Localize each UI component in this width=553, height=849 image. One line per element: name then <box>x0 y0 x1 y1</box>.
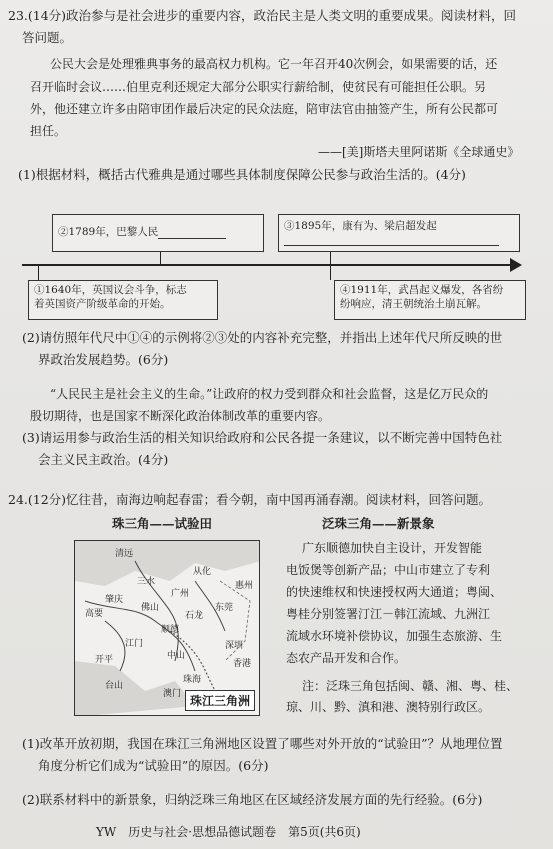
timeline-box-2-text: ②1789年，巴黎人民 <box>58 226 159 238</box>
q23-question3-line1: (3)请运用参与政治生活的相关知识给政府和公民各提一条建议，以不断完善中国特色社 <box>22 430 503 445</box>
map-label-gaoyao: 高要 <box>85 609 104 619</box>
q23-question1: (1)根据材料，概括古代雅典是通过哪些具体制度保障公民参与政治生活的。(4分) <box>18 167 466 182</box>
map-label-qingyuan: 清远 <box>115 549 134 559</box>
map-label-dongguan: 东莞 <box>215 603 234 613</box>
q24-right-title: 泛珠三角——新景象 <box>322 516 435 531</box>
q24-right-line: 的快速维权和快速授权两大通道；粤闽、 <box>286 585 503 599</box>
q23-material-line4: 担任。 <box>30 124 67 138</box>
timeline-box-2 <box>52 214 264 252</box>
timeline-box-3-blank <box>284 233 499 246</box>
timeline-box-1-line2: 着英国资产阶级革命的开始。 <box>34 298 171 310</box>
q24-right-line: 电饭煲等创新产品；中山市建立了专利 <box>286 563 491 577</box>
q24-note-line1: 注：泛珠三角包括闽、赣、湘、粤、桂、 <box>302 679 519 693</box>
timeline-connector-3 <box>330 252 331 264</box>
map-label-zhaoqing: 肇庆 <box>105 595 124 605</box>
map-title: 珠江三角洲 <box>185 690 255 711</box>
map-label-shunde: 顺德 <box>161 625 180 635</box>
timeline-box-4 <box>334 280 526 320</box>
map-label-macau: 澳门 <box>163 689 182 699</box>
q23-material2-line1: “人民民主是社会主义的生命。”让政府的权力受到群众和社会监督，这是亿万民众的 <box>50 387 489 401</box>
q23-material-line1: 公民大会是处理雅典事务的最高权力机构。它一年召开40次例会，如果需要的话，还 <box>50 57 498 71</box>
q24-question2: (2)联系材料中的新景象，归纳泛珠三角地区在区域经济发展方面的先行经验。(6分) <box>22 792 483 807</box>
q24-left-title: 珠三角——试验田 <box>112 516 213 531</box>
page-footer: YW 历史与社会·思想品德试题卷 第5页(共6页) <box>96 825 361 839</box>
map-label-conghua: 从化 <box>193 567 212 577</box>
timeline-box-4-line2: 纷响应，清王朝统治土崩瓦解。 <box>340 298 487 310</box>
map-label-shenzhen: 深圳 <box>225 641 244 651</box>
q24-right-line: 粤桂分别签署汀江－韩江流域、九洲江 <box>286 607 491 621</box>
q24-header: 24.(12分)忆往昔，南海边响起春雷；看今朝，南中国再涌春潮。阅读材料，回答问题。 <box>8 492 492 507</box>
map-label-huizhou: 惠州 <box>235 581 254 591</box>
map-label-foshan: 佛山 <box>141 603 160 613</box>
map-label-zhuhai: 珠海 <box>183 675 202 685</box>
map-label-hongkong: 香港 <box>233 659 252 669</box>
q23-header: 23.(14分)政治参与是社会进步的重要内容，政治民主是人类文明的重要成果。阅读材料，回 <box>8 8 517 23</box>
map-label-kaiping: 开平 <box>95 655 114 665</box>
pearl-river-delta-map <box>74 540 260 716</box>
q24-note-line2: 琼、川、黔、滇和港、澳特别行政区。 <box>286 700 491 714</box>
timeline-connector-4 <box>330 264 331 280</box>
q24-question1-line1: (1)改革开放初期，我国在珠江三角洲地区设置了哪些对外开放的“试验田”？从地理位置 <box>22 736 503 751</box>
timeline-box-3 <box>278 214 520 252</box>
q23-header-cont: 答问题。 <box>22 30 73 45</box>
q23-material-line2: 召开临时会议……伯里克利还规定大部分公职实行薪给制，使贫民有可能担任公职。另 <box>30 80 487 94</box>
map-label-taishan: 台山 <box>105 681 124 691</box>
map-label-sanshui: 三水 <box>137 577 156 587</box>
timeline-box-3-text: ③1895年，康有为、梁启超发起 <box>284 220 437 232</box>
timeline-box-1 <box>28 280 218 320</box>
q24-question1-line2: 角度分析它们成为“试验田”的原因。(6分) <box>38 758 269 773</box>
map-label-guangzhou: 广州 <box>171 589 190 599</box>
q23-material2-line2: 殷切期待，也是国家不断深化政治体制改革的重要内容。 <box>30 409 331 423</box>
timeline-box-4-line1: ④1911年，武昌起义爆发，各省纷 <box>340 284 504 296</box>
timeline-axis <box>22 264 518 266</box>
timeline-connector-2 <box>160 252 161 264</box>
q24-right-line: 态农产品开发和合作。 <box>286 651 407 665</box>
map-label-zhongshan: 中山 <box>167 651 186 661</box>
map-label-jiangmen: 江门 <box>125 639 144 649</box>
map-label-shilong: 石龙 <box>185 611 204 621</box>
q23-source: ——[美]斯塔夫里阿诺斯《全球通史》 <box>318 145 520 159</box>
q23-question2-line1: (2)请仿照年代尺中①④的示例将②③处的内容补充完整，并指出上述年代尺所反映的世 <box>22 330 503 345</box>
q23-question2-line2: 界政治发展趋势。(6分) <box>38 352 169 367</box>
timeline-arrow-icon <box>510 258 522 272</box>
q23-question3-line2: 会主义民主政治。(4分) <box>38 452 169 467</box>
timeline-connector-1 <box>38 264 39 280</box>
q24-right-line: 广东顺德加快自主设计，开发智能 <box>302 541 483 555</box>
timeline-box-1-line1: ①1640年，英国议会斗争，标志 <box>34 284 187 296</box>
q24-right-line: 流域水环境补偿协议，加强生态旅游、生 <box>286 629 503 643</box>
timeline-box-2-blank <box>158 228 226 239</box>
q23-material-line3: 外，他还建立许多由陪审团作最后决定的民众法庭，陪审法官由抽签产生，所有公民都可 <box>30 102 499 116</box>
